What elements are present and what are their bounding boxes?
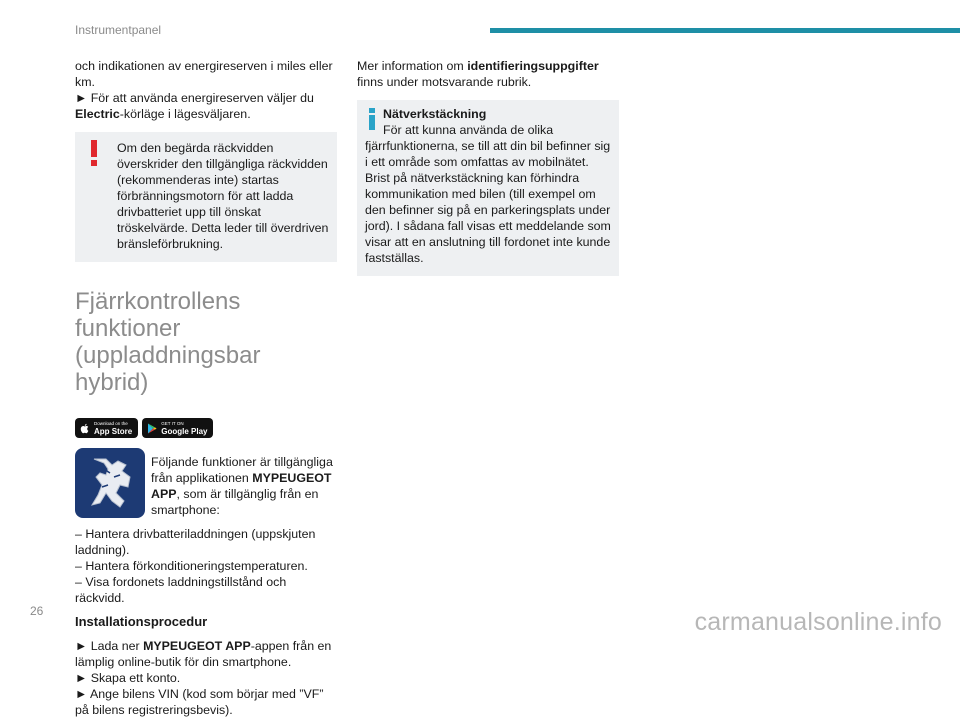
exclamation-icon: [87, 140, 101, 166]
reference-term: identifieringsuppgifter: [467, 59, 599, 73]
apple-icon: [80, 423, 90, 434]
identification-reference: [357, 58, 619, 90]
step-item: ► Skapa ett konto.: [75, 671, 181, 685]
section-title: Fjärrkontrollens funktioner (uppladdningsbar hybrid): [75, 288, 261, 396]
google-play-icon: [147, 423, 157, 434]
app-store-badge[interactable]: [75, 418, 138, 438]
info-icon: [369, 108, 375, 130]
step-item: [75, 638, 337, 670]
paragraph-text: -körläge i lägesväljaren.: [119, 107, 251, 121]
info-title: Nätverkstäckning: [383, 107, 487, 121]
list-item: – Hantera drivbatteriladdningen (uppskjuten laddning).: [75, 527, 316, 557]
install-heading: Installationsprocedur: [75, 614, 208, 629]
paragraph-text: , som är tillgänglig från en smartphone:: [151, 487, 319, 517]
mypeugeot-app-icon: [75, 448, 145, 518]
paragraph-text: ► Lada ner: [75, 639, 144, 653]
app-intro-text: [151, 448, 337, 518]
paragraph-text: ► För att använda energireserven väljer du: [75, 91, 314, 105]
paragraph-text: -appen från en lämplig online-butik för din smartphone.: [75, 639, 332, 669]
page-number: 26: [30, 604, 44, 618]
list-item: – Hantera förkonditioneringstemperaturen.: [75, 559, 308, 573]
app-name: MYPEUGEOT APP: [151, 471, 332, 501]
running-header: Instrumentpanel: [75, 23, 162, 37]
warning-text: Om den begärda räckvidden överskrider den tillgängliga räckvidden (rekommenderas inte) startas förbränningsmotorn för att ladda drivbatteriet upp till önskat tröskelvärde. Detta leder till överdriven bränsleförbrukning.: [117, 141, 329, 251]
store-badges: [75, 418, 337, 438]
app-name: MYPEUGEOT APP: [143, 639, 251, 653]
info-paragraph: Brist på nätverkstäckning kan förhindra kommunikation med bilen (till exempel om den befinner sig på en parkeringsplats under jord). I sådana fall visas ett meddelande som visar att en anslutning till fordonet inte kunde fastställas.: [365, 171, 611, 265]
info-box: [357, 100, 619, 276]
badge-big-text: App Store: [94, 426, 133, 436]
lion-logo-icon: [84, 455, 136, 511]
badge-small-text: GET IT ON: [161, 420, 184, 426]
header-accent-bar: [490, 28, 960, 33]
paragraph-text: Mer information om: [357, 59, 468, 73]
step-item: ► Ange bilens VIN (kod som börjar med ”VF” på bilens registreringsbevis).: [75, 687, 324, 717]
feature-list: [75, 526, 337, 606]
install-steps: [75, 638, 337, 718]
left-column: [75, 58, 337, 718]
info-paragraph: För att kunna använda de olika fjärrfunktionerna, se till att din bil befinner sig i ett område som omfattas av mobilnätet.: [365, 123, 611, 169]
watermark: carmanualsonline.info: [694, 608, 942, 636]
badge-big-text: Google Play: [161, 426, 208, 436]
paragraph-text: och indikationen av energireserven i miles eller km.: [75, 59, 333, 89]
paragraph-text: Följande funktioner är tillgängliga från applikationen: [151, 455, 333, 485]
paragraph-text: finns under motsvarande rubrik.: [357, 75, 532, 89]
energy-reserve-paragraph: [75, 58, 337, 122]
app-intro-row: [75, 448, 337, 518]
badge-small-text: Download on the: [94, 420, 128, 426]
warning-box: [75, 132, 337, 262]
electric-mode-term: Electric: [75, 107, 120, 121]
middle-column: [357, 58, 619, 276]
google-play-badge[interactable]: [142, 418, 213, 438]
list-item: – Visa fordonets laddningstillstånd och räckvidd.: [75, 575, 287, 605]
